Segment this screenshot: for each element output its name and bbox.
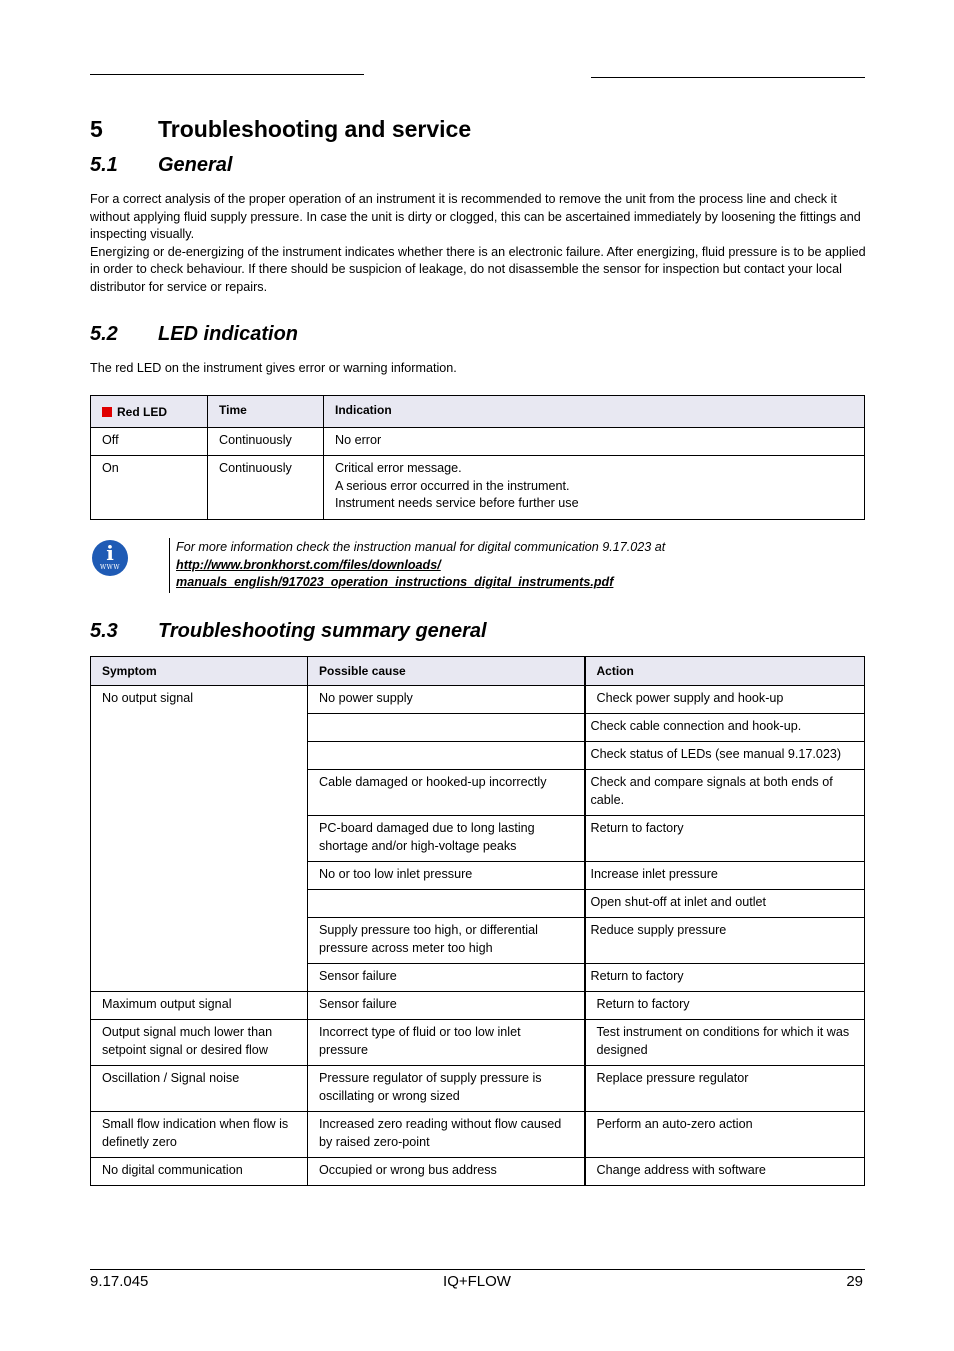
time-cell: Continuously	[208, 428, 324, 456]
note-divider	[169, 538, 170, 593]
action-cell: Check cable connection and hook-up.	[585, 714, 865, 742]
cause-cell: Pressure regulator of supply pressure is oscillating or wrong sized	[308, 1066, 585, 1112]
footer-rule	[90, 1269, 865, 1270]
header-cell: Symptom	[91, 657, 308, 686]
table-header-row	[91, 396, 865, 428]
cause-cell: Cable damaged or hooked-up incorrectly	[308, 770, 585, 816]
section-title-text: Troubleshooting summary general	[158, 620, 487, 642]
table-row	[91, 1158, 865, 1186]
symptom-cell: No output signal	[91, 686, 308, 992]
action-cell: Open shut-off at inlet and outlet	[585, 890, 865, 918]
led-cell: Off	[91, 428, 208, 456]
action-cell: Return to factory	[585, 816, 865, 862]
action-cell: Change address with software	[585, 1158, 865, 1186]
chapter-title	[90, 116, 471, 143]
cause-cell: Sensor failure	[308, 992, 585, 1020]
info-note	[90, 538, 870, 594]
paragraph: Energizing or de-energizing of the instrument indicates whether there is an electronic failure. After energizing, fluid pressure is to be applied in order to check behaviour. If there should be suspicion of leakage, do not disassemble the sensor for inspection but contact your local distributor for service or repairs.	[90, 244, 866, 294]
header-cell: Time	[208, 396, 324, 428]
footer-product: IQ+FLOW	[443, 1273, 511, 1290]
symptom-cell: Oscillation / Signal noise	[91, 1066, 308, 1112]
table-row	[91, 1112, 865, 1158]
section-number: 5.3	[90, 620, 118, 642]
action-cell: Check status of LEDs (see manual 9.17.023)	[585, 742, 865, 770]
action-cell: Check and compare signals at both ends of cable.	[585, 770, 865, 816]
indication-line: A serious error occurred in the instrument.	[335, 478, 570, 493]
table-row	[91, 456, 865, 520]
cause-cell: Incorrect type of fluid or too low inlet pressure	[308, 1020, 585, 1066]
section-title-troubleshooting	[90, 620, 487, 643]
cause-cell: Occupied or wrong bus address	[308, 1158, 585, 1186]
time-cell: Continuously	[208, 456, 324, 520]
header-cell: Action	[585, 657, 865, 686]
note-text	[176, 539, 665, 592]
paragraph: For a correct analysis of the proper operation of an instrument it is recommended to remove the unit from the process line and check it without applying fluid supply pressure. In case the unit is dirty or clogged, this can be ascertained immediately by loosening the fittings and inspecting visually.	[90, 192, 861, 242]
general-paragraphs	[90, 191, 866, 297]
chapter-number: 5	[90, 116, 103, 142]
header-cell: Red LED	[91, 396, 208, 428]
action-cell: Return to factory	[585, 992, 865, 1020]
chapter-title-text: Troubleshooting and service	[158, 116, 472, 142]
led-cell: On	[91, 456, 208, 520]
cause-cell: No power supply	[308, 686, 585, 714]
symptom-cell: Maximum output signal	[91, 992, 308, 1020]
cause-cell: Supply pressure too high, or differential pressure across meter too high	[308, 918, 585, 964]
action-cell: Increase inlet pressure	[585, 862, 865, 890]
cause-cell	[308, 714, 585, 742]
icon-letter: i	[106, 541, 114, 565]
cause-cell: No or too low inlet pressure	[308, 862, 585, 890]
table-row	[91, 992, 865, 1020]
action-cell: Check power supply and hook-up	[585, 686, 865, 714]
led-intro: The red LED on the instrument gives error or warning information.	[90, 361, 457, 375]
section-number: 5.1	[90, 154, 118, 176]
header-rule-left	[90, 74, 364, 75]
action-cell: Reduce supply pressure	[585, 918, 865, 964]
symptom-cell: Small flow indication when flow is definetly zero	[91, 1112, 308, 1158]
cause-cell: PC-board damaged due to long lasting shortage and/or high-voltage peaks	[308, 816, 585, 862]
cause-cell: Increased zero reading without flow caused by raised zero-point	[308, 1112, 585, 1158]
manual-link[interactable]: manuals_english/917023_operation_instructions_digital_instruments.pdf	[176, 575, 614, 590]
table-row	[91, 428, 865, 456]
icon-text: WWW	[99, 564, 120, 571]
red-led-icon	[102, 407, 112, 417]
table-row	[91, 1020, 865, 1066]
table-row	[91, 686, 865, 714]
action-cell: Test instrument on conditions for which it was designed	[585, 1020, 865, 1066]
section-number: 5.2	[90, 323, 118, 345]
section-title-text: General	[158, 154, 233, 176]
cause-cell	[308, 890, 585, 918]
table-header-row	[91, 657, 865, 686]
troubleshooting-table	[90, 656, 865, 1186]
header-cell: Possible cause	[308, 657, 585, 686]
header-rule-right	[591, 77, 865, 78]
note-sentence: For more information check the instruction manual for digital communication 9.17.023 at	[176, 540, 666, 554]
section-title-general	[90, 154, 232, 177]
symptom-cell: No digital communication	[91, 1158, 308, 1186]
action-cell: Perform an auto-zero action	[585, 1112, 865, 1158]
cause-cell	[308, 742, 585, 770]
symptom-cell: Output signal much lower than setpoint signal or desired flow	[91, 1020, 308, 1066]
info-www-icon	[92, 540, 128, 576]
action-cell: Return to factory	[585, 964, 865, 992]
footer-doc-number: 9.17.045	[90, 1273, 149, 1290]
indication-cell	[324, 456, 865, 520]
action-cell: Replace pressure regulator	[585, 1066, 865, 1112]
section-title-text: LED indication	[158, 323, 298, 345]
indication-cell: No error	[324, 428, 865, 456]
indication-line: Critical error message.	[335, 461, 462, 475]
manual-link[interactable]: http://www.bronkhorst.com/files/downloads/	[176, 557, 441, 572]
section-title-led	[90, 323, 298, 346]
cause-cell: Sensor failure	[308, 964, 585, 992]
header-cell: Indication	[324, 396, 865, 428]
footer-page-number: 29	[846, 1273, 863, 1290]
indication-line: Instrument needs service before further use	[335, 496, 579, 510]
table-row	[91, 1066, 865, 1112]
led-table	[90, 395, 865, 520]
